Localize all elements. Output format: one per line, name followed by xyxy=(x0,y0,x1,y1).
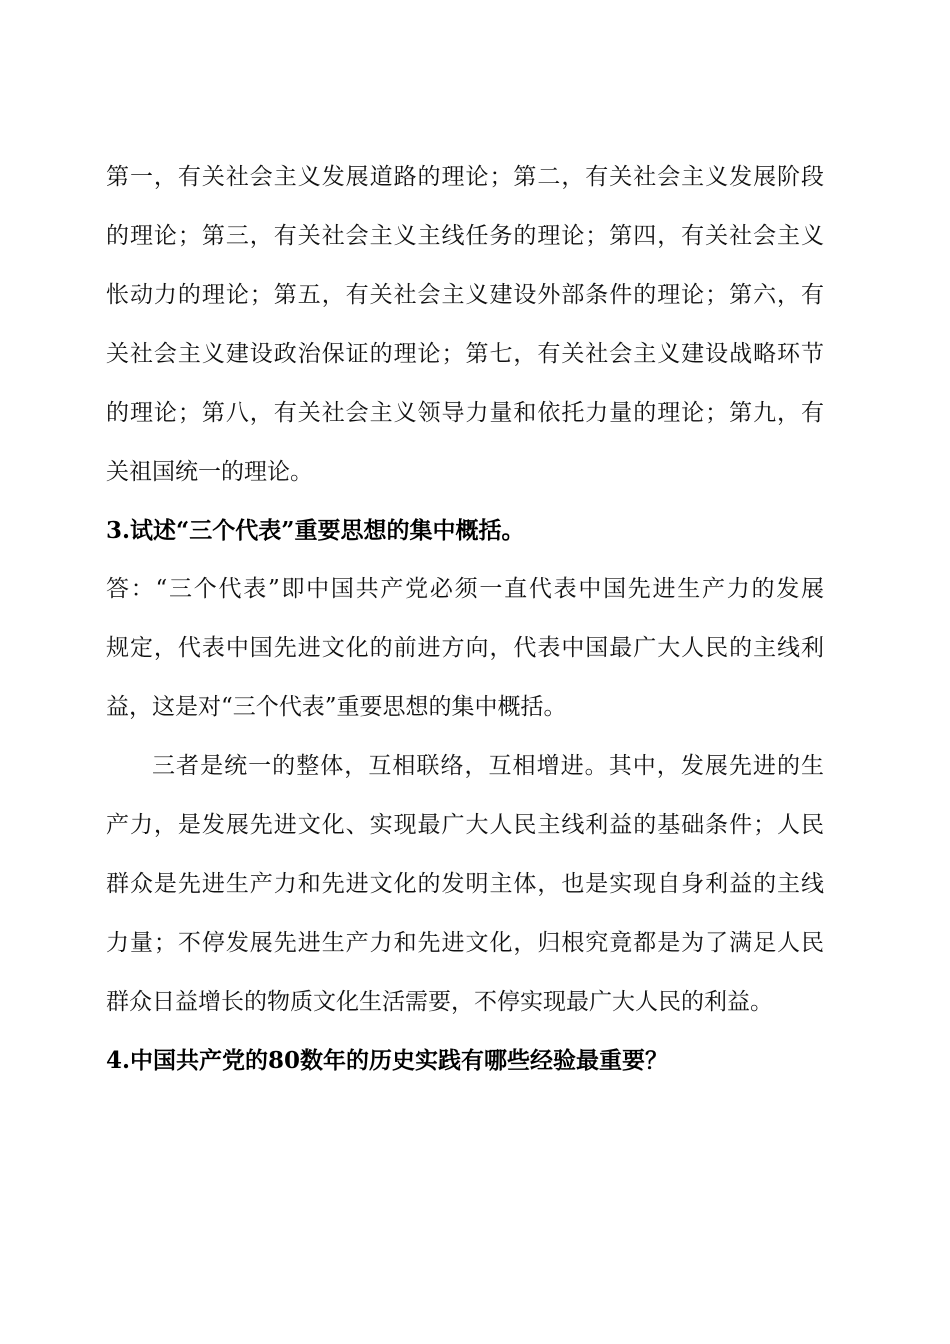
text-line: 三者是统一的整体，互相联络，互相增进。其中，发展先进的生 xyxy=(152,753,824,779)
text-line: 群众是先进生产力和先进文化的发明主体，也是实现自身利益的主线 xyxy=(106,871,824,897)
text-line: 怅动力的理论；第五，有关社会主义建设外部条件的理论；第六，有 xyxy=(106,282,824,308)
question-3-heading: 3.试述“三个代表”重要思想的集中概括。 xyxy=(106,517,525,544)
text-line: 力量；不停发展先进生产力和先进文化，归根究竟都是为了满足人民 xyxy=(106,930,824,956)
question-3-answer xyxy=(106,560,824,737)
text-line: 第一，有关社会主义发展道路的理论；第二，有关社会主义发展阶段 xyxy=(106,164,824,190)
document-body xyxy=(106,148,824,1090)
question-3-explanation xyxy=(106,737,824,1032)
text-line: 答：“三个代表”即中国共产党必须一直代表中国先进生产力的发展 xyxy=(106,576,824,602)
text-line: 关社会主义建设政治保证的理论；第七，有关社会主义建设战略环节 xyxy=(106,341,824,367)
text-line: 的理论；第三，有关社会主义主线任务的理论；第四，有关社会主义 xyxy=(106,223,824,249)
text-line: 的理论；第八，有关社会主义领导力量和依托力量的理论；第九，有 xyxy=(106,400,824,426)
theory-paragraph xyxy=(106,148,824,502)
text-line: 群众日益增长的物质文化生活需要，不停实现最广大人民的利益。 xyxy=(106,989,773,1015)
text-line: 关祖国统一的理论。 xyxy=(106,459,313,485)
question-4-heading: 4.中国共产党的80数年的历史实践有哪些经验最重要？ xyxy=(106,1047,669,1074)
text-line: 产力，是发展先进文化、实现最广大人民主线利益的基础条件；人民 xyxy=(106,812,824,838)
text-line: 益，这是对“三个代表”重要思想的集中概括。 xyxy=(106,694,567,720)
text-line: 规定，代表中国先进文化的前进方向，代表中国最广大人民的主线利 xyxy=(106,635,824,661)
